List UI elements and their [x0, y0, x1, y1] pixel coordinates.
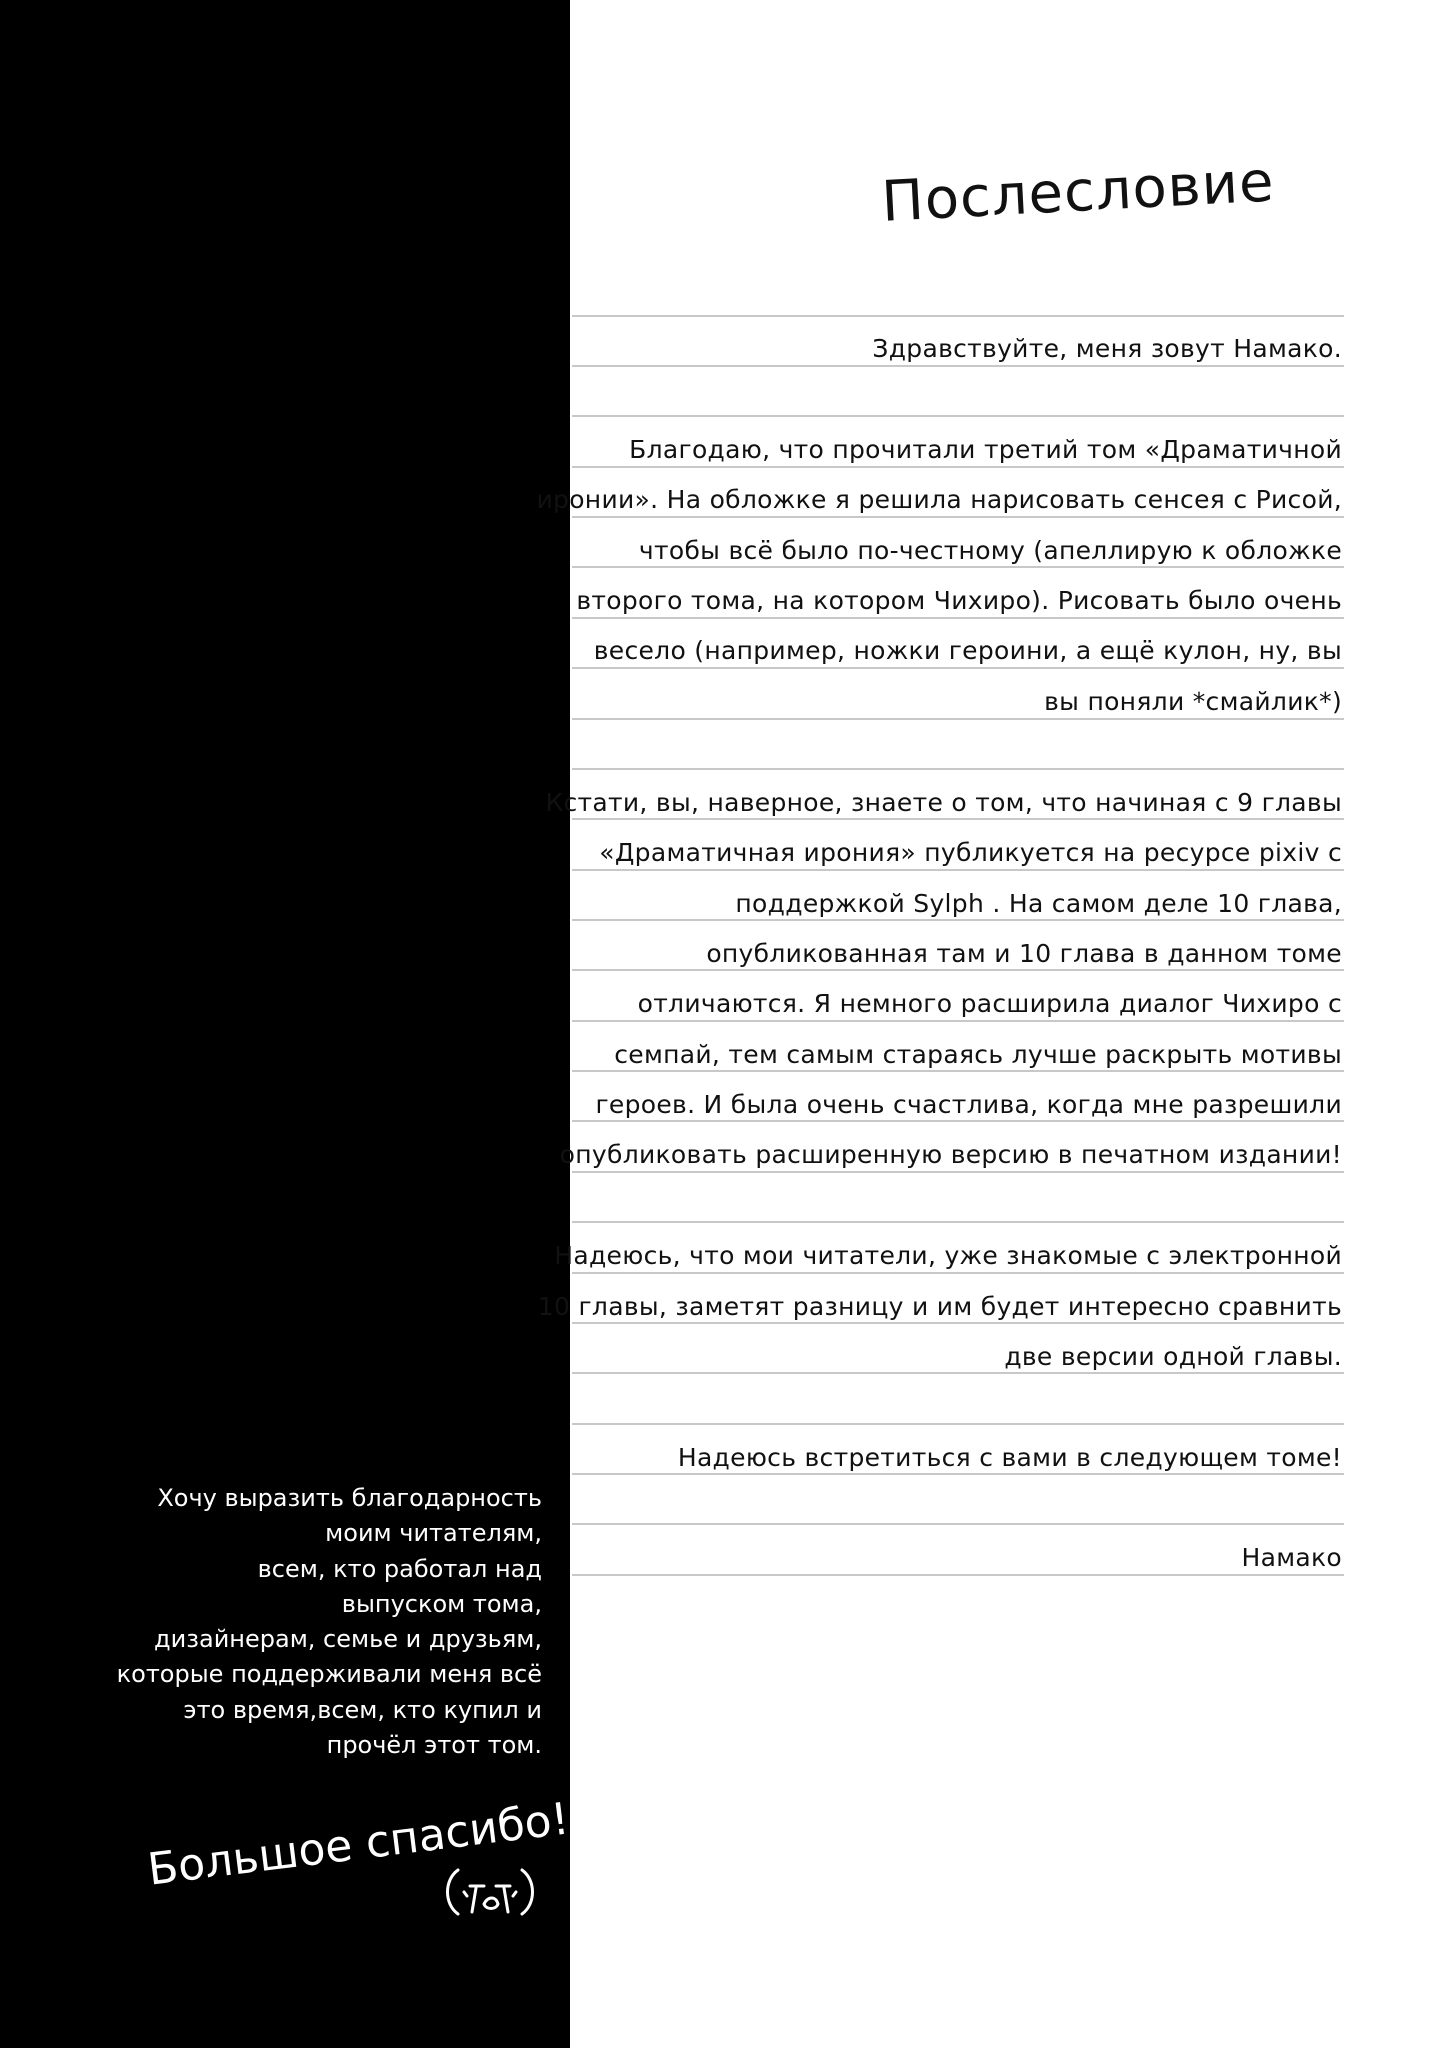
- thanks-line: прочёл этот том.: [326, 1731, 542, 1759]
- ruled-line: [572, 818, 1344, 820]
- text-line: Благодаю, что прочитали третий том «Драматичной: [629, 435, 1342, 464]
- thanks-line: всем, кто работал над: [257, 1555, 542, 1583]
- text-line: иронии». На обложке я решила нарисовать сенсея с Рисой,: [536, 485, 1342, 514]
- page-title: Послесловие: [880, 149, 1276, 235]
- ruled-line: [572, 869, 1344, 871]
- ruled-line: [572, 315, 1344, 317]
- thanks-line: моим читателям,: [325, 1519, 542, 1547]
- text-line: 10 главы, заметят разницу и им будет интересно сравнить: [537, 1292, 1342, 1321]
- text-line: отличаются. Я немного расширила диалог Чихиро с: [637, 989, 1342, 1018]
- text-line: поддержкой Sylph . На самом деле 10 глава,: [735, 889, 1342, 918]
- text-line: чтобы всё было по-честному (апеллирую к обложке: [638, 536, 1342, 565]
- ruled-line: [572, 969, 1344, 971]
- ruled-line: [572, 1120, 1344, 1122]
- ruled-line: [572, 365, 1344, 367]
- thanks-line: Хочу выразить благодарность: [157, 1484, 542, 1512]
- text-line: опубликованная там и 10 глава в данном томе: [706, 939, 1342, 968]
- ruled-line: [572, 919, 1344, 921]
- big-thanks-text: Большое спасибо!: [145, 1793, 572, 1896]
- text-line: вы поняли *смайлик*): [1044, 687, 1342, 716]
- thanks-line: дизайнерам, семье и друзьям,: [154, 1625, 542, 1653]
- ruled-line: [572, 667, 1344, 669]
- text-line: «Драматичная ирония» публикуется на ресурсе pixiv с: [599, 838, 1342, 867]
- text-line: семпай, тем самым стараясь лучше раскрыть мотивы: [614, 1040, 1342, 1069]
- ruled-line: [572, 1020, 1344, 1022]
- text-line: две версии одной главы.: [1004, 1342, 1342, 1371]
- signature: Намако: [1241, 1543, 1342, 1572]
- text-line: Здравствуйте, меня зовут Намако.: [872, 334, 1342, 363]
- ruled-line: [572, 566, 1344, 568]
- ruled-line: [572, 1322, 1344, 1324]
- text-line: Кстати, вы, наверное, знаете о том, что начиная с 9 главы: [545, 788, 1342, 817]
- ruled-line: [572, 617, 1344, 619]
- ruled-line: [572, 1272, 1344, 1274]
- ruled-line: [572, 1070, 1344, 1072]
- thanks-line: это время,всем, кто купил и: [183, 1696, 542, 1724]
- ruled-line: [572, 1423, 1344, 1425]
- ruled-line: [572, 1523, 1344, 1525]
- ruled-line: [572, 718, 1344, 720]
- text-line: героев. И была очень счастлива, когда мне разрешили: [595, 1090, 1342, 1119]
- thanks-line: которые поддерживали меня всё: [116, 1660, 542, 1688]
- thanks-line: выпуском тома,: [341, 1590, 542, 1618]
- text-line: опубликовать расширенную версию в печатном издании!: [559, 1140, 1342, 1169]
- text-line: Надеюсь встретиться с вами в следующем томе!: [677, 1443, 1342, 1472]
- crying-face-doodle-icon: [440, 1862, 540, 1922]
- text-line: весело (например, ножки героини, а ещё кулон, ну, вы: [593, 636, 1342, 665]
- ruled-line: [572, 1473, 1344, 1475]
- ruled-line: [572, 1372, 1344, 1374]
- ruled-line: [572, 768, 1344, 770]
- ruled-line: [572, 516, 1344, 518]
- text-line: второго тома, на котором Чихиро). Рисовать было очень: [576, 586, 1342, 615]
- ruled-line: [572, 466, 1344, 468]
- text-line: Надеюсь, что мои читатели, уже знакомые с электронной: [554, 1241, 1342, 1270]
- ruled-line: [572, 415, 1344, 417]
- ruled-line: [572, 1171, 1344, 1173]
- ruled-line: [572, 1574, 1344, 1576]
- ruled-line: [572, 1221, 1344, 1223]
